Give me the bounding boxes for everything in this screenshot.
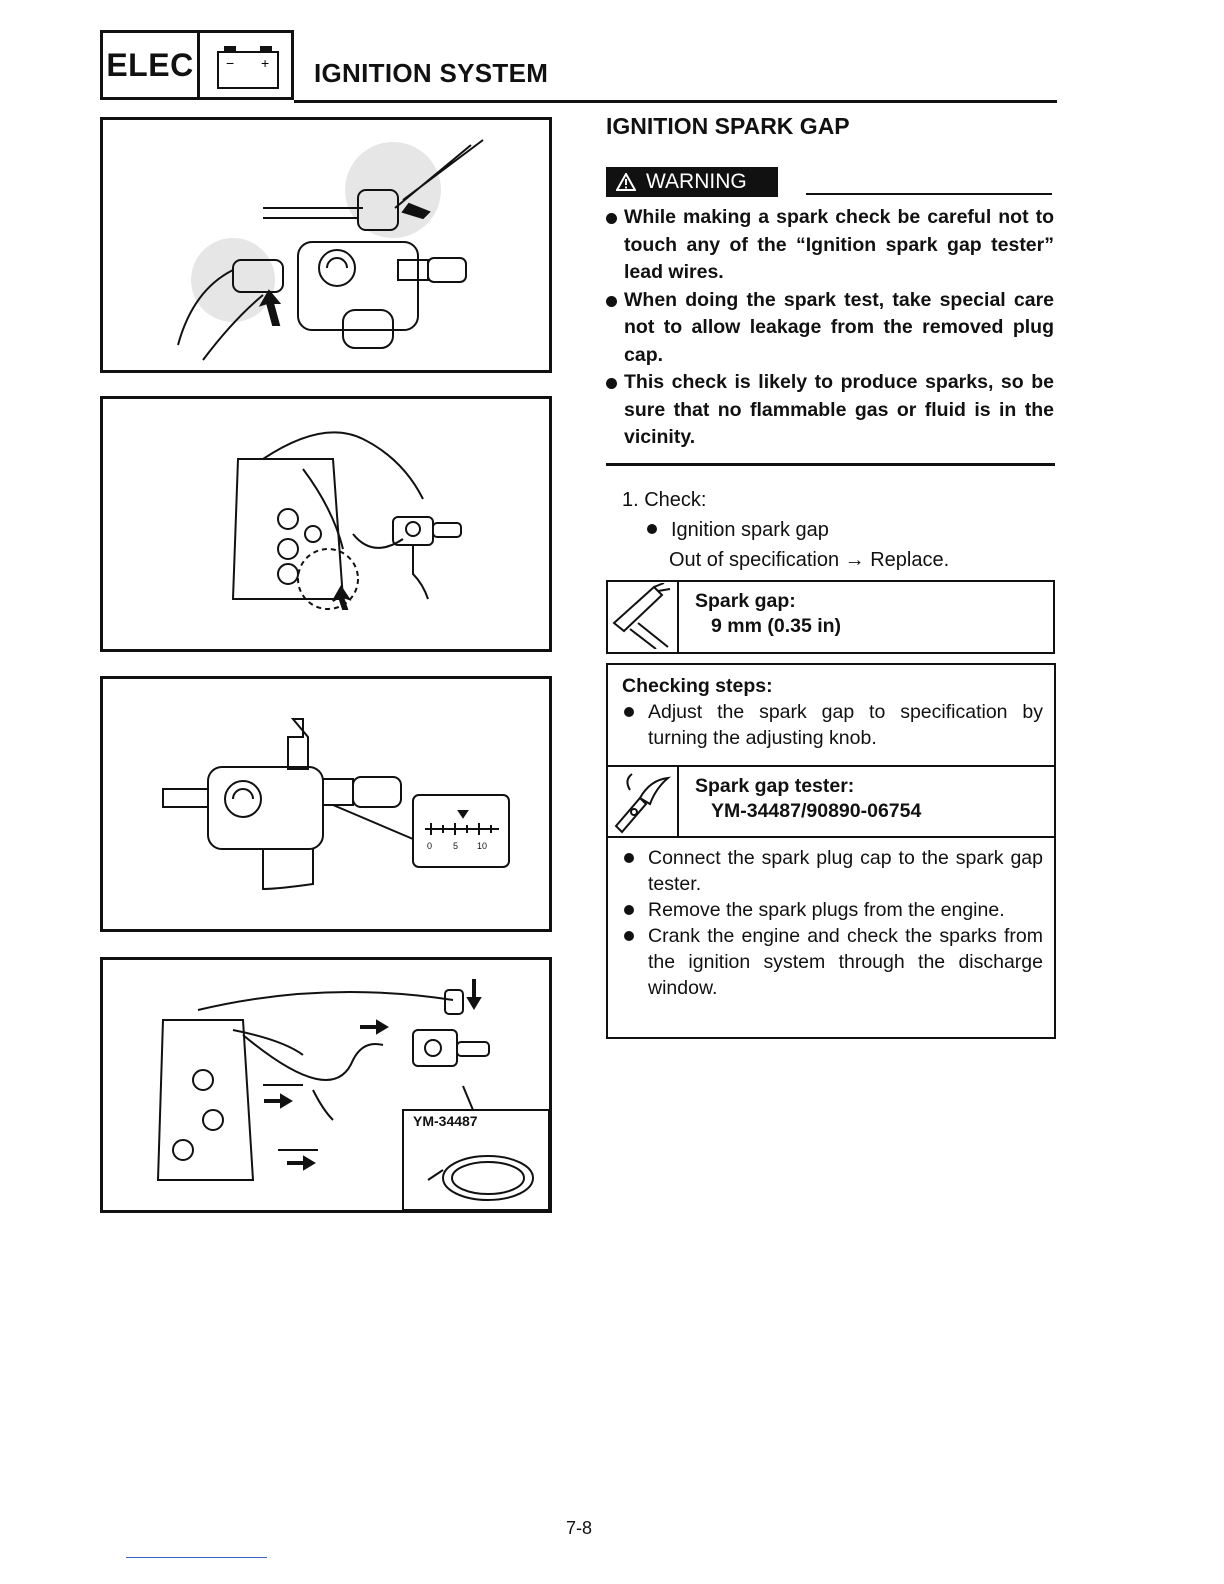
tool-divider: [677, 767, 679, 836]
svg-text:0: 0: [427, 841, 433, 851]
warning-rule: [806, 193, 1052, 195]
checking-steps-title: Checking steps:: [622, 675, 773, 697]
checking-steps-intro: [622, 673, 1043, 751]
section-title: IGNITION SPARK GAP: [606, 113, 850, 139]
checking-steps-list: [622, 845, 1043, 1001]
tool-rule-top: [606, 765, 1056, 767]
checking-step: Remove the spark plugs from the engine.: [622, 897, 1043, 923]
check-item-row: [622, 515, 1052, 545]
warning-item: When doing the spark test, take special care not to allow leakage from the removed plug cap.: [606, 287, 1054, 370]
warning-item: This check is likely to produce sparks, so be sure that no flammable gas or fluid is in the vicinity.: [606, 369, 1054, 452]
tool-text: [695, 774, 921, 824]
warning-item: While making a spark check be careful not to touch any of the “Ignition spark gap tester” lead wires.: [606, 204, 1054, 287]
checking-step: Connect the spark plug cap to the spark gap tester.: [622, 845, 1043, 897]
warning-list: [606, 204, 1054, 452]
figure-tester-gauge: [100, 676, 552, 932]
section-code-divider: [197, 30, 200, 100]
footer-line: [126, 1557, 267, 1558]
spec-divider: [677, 582, 679, 652]
page-number: 7-8: [566, 1518, 593, 1538]
spec-text: [695, 589, 841, 639]
warning-icon: [616, 173, 636, 191]
tool-rule-bottom: [606, 836, 1056, 838]
check-step: 1. Check:: [622, 489, 707, 511]
svg-text:10: 10: [477, 841, 488, 851]
check-item: Ignition spark gap: [671, 519, 829, 541]
caliper-icon: [610, 583, 674, 649]
tool-icon: [610, 770, 674, 834]
spec-label: Spark gap:: [695, 590, 796, 612]
svg-text:5: 5: [453, 841, 459, 851]
tool-label: Spark gap tester:: [695, 775, 855, 797]
tool-value: YM-34487/90890-06754: [711, 800, 922, 822]
section-code: ELEC: [106, 46, 194, 83]
checking-step: Adjust the spark gap to specification by turning the adjusting knob.: [622, 699, 1043, 751]
header-rule: [294, 100, 1057, 103]
tool-callout-label: YM-34487: [413, 1113, 478, 1129]
check-block: [622, 485, 1052, 575]
spec-value: 9 mm (0.35 in): [711, 615, 842, 637]
figure-tester-connected: [100, 396, 552, 652]
warning-badge: [606, 167, 778, 197]
figure-tester-setup: [100, 957, 552, 1213]
warning-label: WARNING: [646, 170, 747, 193]
figure-tester-handling: [100, 117, 552, 373]
checking-step: Crank the engine and check the sparks from the ignition system through the discharge window.: [622, 923, 1043, 1001]
svg-text:+: +: [261, 55, 270, 71]
check-result: Out of specification → Replace.: [669, 549, 950, 571]
warning-end-rule: [606, 463, 1055, 466]
battery-icon: [206, 38, 288, 94]
svg-text:−: −: [226, 55, 235, 71]
chapter-title: IGNITION SYSTEM: [314, 58, 549, 88]
